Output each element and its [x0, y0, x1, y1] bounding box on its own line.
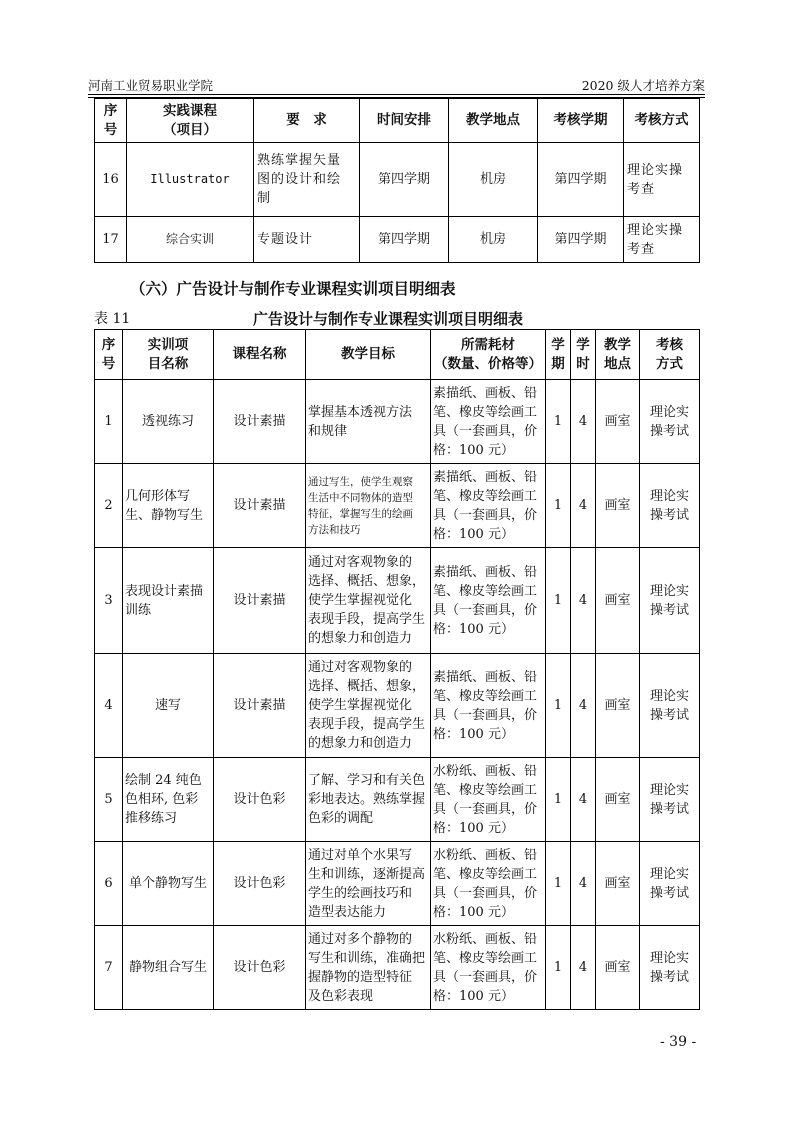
- table2-cell: 画室: [596, 548, 640, 654]
- section-title: （六）广告设计与制作专业课程实训项目明细表: [130, 280, 456, 298]
- table2-cell: 速写: [123, 654, 214, 758]
- table2-cell: 通过对多个静物的 写生和训练，准确把 握静物的造型特征 及色彩表现: [306, 926, 431, 1010]
- table2-cell: 4: [571, 654, 596, 758]
- table2-cell: 画室: [596, 380, 640, 464]
- table2-cell: 1: [546, 758, 571, 842]
- table2-cell: 7: [95, 926, 123, 1010]
- table2-header-cell: 考核 方式: [640, 330, 700, 380]
- table1-cell: 第四学期: [538, 217, 624, 263]
- table1-cell: 17: [95, 217, 127, 263]
- header-document-title: 2020 级人才培养方案: [581, 78, 705, 93]
- table2-row: [95, 758, 700, 842]
- table2-cell: 理论实 操考试: [640, 842, 700, 926]
- table2-cell: 设计素描: [214, 464, 306, 548]
- table1-cell: 理论实操 考查: [624, 217, 700, 263]
- table2-header-cell: 教学 地点: [596, 330, 640, 380]
- table1-cell: 16: [95, 143, 127, 217]
- table2-cell: 理论实 操考试: [640, 464, 700, 548]
- table2-cell: 了解、学习和有关色 彩地表达。熟练掌握 色彩的调配: [306, 758, 431, 842]
- table2-cell: 1: [546, 548, 571, 654]
- table2-header-cell: 学 时: [571, 330, 596, 380]
- table2-cell: 4: [571, 758, 596, 842]
- table2-cell: 画室: [596, 654, 640, 758]
- table2-cell: 1: [95, 380, 123, 464]
- table2-cell: 设计素描: [214, 548, 306, 654]
- table2-cell: 掌握基本透视方法 和规律: [306, 380, 431, 464]
- table2-cell: 水粉纸、画板、铅 笔、橡皮等绘画工 具（一套画具，价 格：100 元）: [431, 926, 546, 1010]
- table2-cell: 1: [546, 380, 571, 464]
- table2-cell: 透视练习: [123, 380, 214, 464]
- table-number-label: 表 11: [94, 311, 131, 327]
- table2-header-cell: 实训项 目名称: [123, 330, 214, 380]
- table2-header-cell: 学 期: [546, 330, 571, 380]
- table2-cell: 4: [571, 548, 596, 654]
- header-school-name: 河南工业贸易职业学院: [88, 78, 214, 93]
- table1-row: [95, 217, 700, 263]
- table2-cell: 通过对客观物象的 选择、概括、想象， 使学生掌握视觉化 表现手段，提高学生 的想象力和创造力: [306, 548, 431, 654]
- practice-course-table: [94, 98, 700, 263]
- table2-cell: 理论实 操考试: [640, 654, 700, 758]
- table2-cell: 1: [546, 654, 571, 758]
- table2-row: [95, 654, 700, 758]
- table1-cell: 第四学期: [360, 143, 449, 217]
- table2-cell: 画室: [596, 842, 640, 926]
- table2-cell: 1: [546, 926, 571, 1010]
- page-number: - 39 -: [660, 1034, 697, 1050]
- table2-cell: 4: [95, 654, 123, 758]
- training-project-table: [94, 329, 700, 1010]
- table1-header-cell: 序 号: [95, 99, 127, 143]
- table-title: 广告设计与制作专业课程实训项目明细表: [253, 310, 524, 328]
- table2-cell: 理论实 操考试: [640, 758, 700, 842]
- table2-cell: 几何形体写 生、静物写生: [123, 464, 214, 548]
- table2-cell: 素描纸、画板、铅 笔、橡皮等绘画工 具（一套画具，价 格：100 元）: [431, 380, 546, 464]
- table2-cell: 设计色彩: [214, 842, 306, 926]
- table2-cell: 1: [546, 464, 571, 548]
- table2-row: [95, 380, 700, 464]
- table2-cell: 理论实 操考试: [640, 926, 700, 1010]
- table2-cell: 通过对客观物象的 选择、概括、想象， 使学生掌握视觉化 表现手段，提高学生 的想象力和创造力: [306, 654, 431, 758]
- table2-row: [95, 926, 700, 1010]
- table2-cell: 2: [95, 464, 123, 548]
- table2-cell: 绘制 24 纯色 色相环, 色彩 推移练习: [123, 758, 214, 842]
- table2-row: [95, 548, 700, 654]
- table2-cell: 静物组合写生: [123, 926, 214, 1010]
- table1-cell: 理论实操 考查: [624, 143, 700, 217]
- table2-cell: 画室: [596, 926, 640, 1010]
- table2-cell: 通过写生，使学生观察 生活中不同物体的造型 特征，掌握写生的绘画 方法和技巧: [306, 464, 431, 548]
- table2-row: [95, 464, 700, 548]
- table2-header-cell: 课程名称: [214, 330, 306, 380]
- table2-cell: 6: [95, 842, 123, 926]
- table1-header-cell: 教学地点: [449, 99, 538, 143]
- table2-cell: 表现设计素描 训练: [123, 548, 214, 654]
- table1-cell: 综合实训: [127, 217, 254, 263]
- table2-cell: 画室: [596, 758, 640, 842]
- table1-cell: 第四学期: [360, 217, 449, 263]
- table2-row: [95, 842, 700, 926]
- table2-cell: 设计色彩: [214, 926, 306, 1010]
- table1-cell: 机房: [449, 143, 538, 217]
- table2-cell: 设计素描: [214, 380, 306, 464]
- table1-header-cell: 考核学期: [538, 99, 624, 143]
- table2-cell: 4: [571, 464, 596, 548]
- table1-cell: 第四学期: [538, 143, 624, 217]
- table2-cell: 5: [95, 758, 123, 842]
- table2-header-cell: 教学目标: [306, 330, 431, 380]
- table1-header-cell: 要 求: [254, 99, 360, 143]
- table2-cell: 素描纸、画板、铅 笔、橡皮等绘画工 具（一套画具，价 格：100 元）: [431, 548, 546, 654]
- table2-header-cell: 序 号: [95, 330, 123, 380]
- table2-cell: 设计色彩: [214, 758, 306, 842]
- table1-cell: 熟练掌握矢量 图的设计和绘 制: [254, 143, 360, 217]
- table2-cell: 画室: [596, 464, 640, 548]
- table2-cell: 4: [571, 380, 596, 464]
- table2-cell: 4: [571, 842, 596, 926]
- table2-cell: 素描纸、画板、铅 笔、橡皮等绘画工 具（一套画具，价 格：100 元）: [431, 654, 546, 758]
- table1-header-cell: 实践课程 （项目）: [127, 99, 254, 143]
- page-header: [88, 74, 705, 94]
- table1-row: [95, 143, 700, 217]
- header-rule-thick: [88, 94, 705, 95]
- table2-cell: 3: [95, 548, 123, 654]
- table1-cell: 专题设计: [254, 217, 360, 263]
- table2-cell: 设计素描: [214, 654, 306, 758]
- table2-cell: 素描纸、画板、铅 笔、橡皮等绘画工 具（一套画具，价 格：100 元）: [431, 464, 546, 548]
- table1-header-cell: 时间安排: [360, 99, 449, 143]
- table2-cell: 水粉纸、画板、铅 笔、橡皮等绘画工 具（一套画具，价 格：100 元）: [431, 758, 546, 842]
- table2-cell: 单个静物写生: [123, 842, 214, 926]
- table2-cell: 理论实 操考试: [640, 548, 700, 654]
- table1-header-cell: 考核方式: [624, 99, 700, 143]
- table2-cell: 理论实 操考试: [640, 380, 700, 464]
- table1-cell: Illustrator: [127, 143, 254, 217]
- table2-cell: 通过对单个水果写 生和训练，逐渐提高 学生的绘画技巧和 造型表达能力: [306, 842, 431, 926]
- table2-header-cell: 所需耗材 （数量、价格等）: [431, 330, 546, 380]
- table2-cell: 1: [546, 842, 571, 926]
- table2-cell: 4: [571, 926, 596, 1010]
- table2-cell: 水粉纸、画板、铅 笔、橡皮等绘画工 具（一套画具，价 格：100 元）: [431, 842, 546, 926]
- table1-cell: 机房: [449, 217, 538, 263]
